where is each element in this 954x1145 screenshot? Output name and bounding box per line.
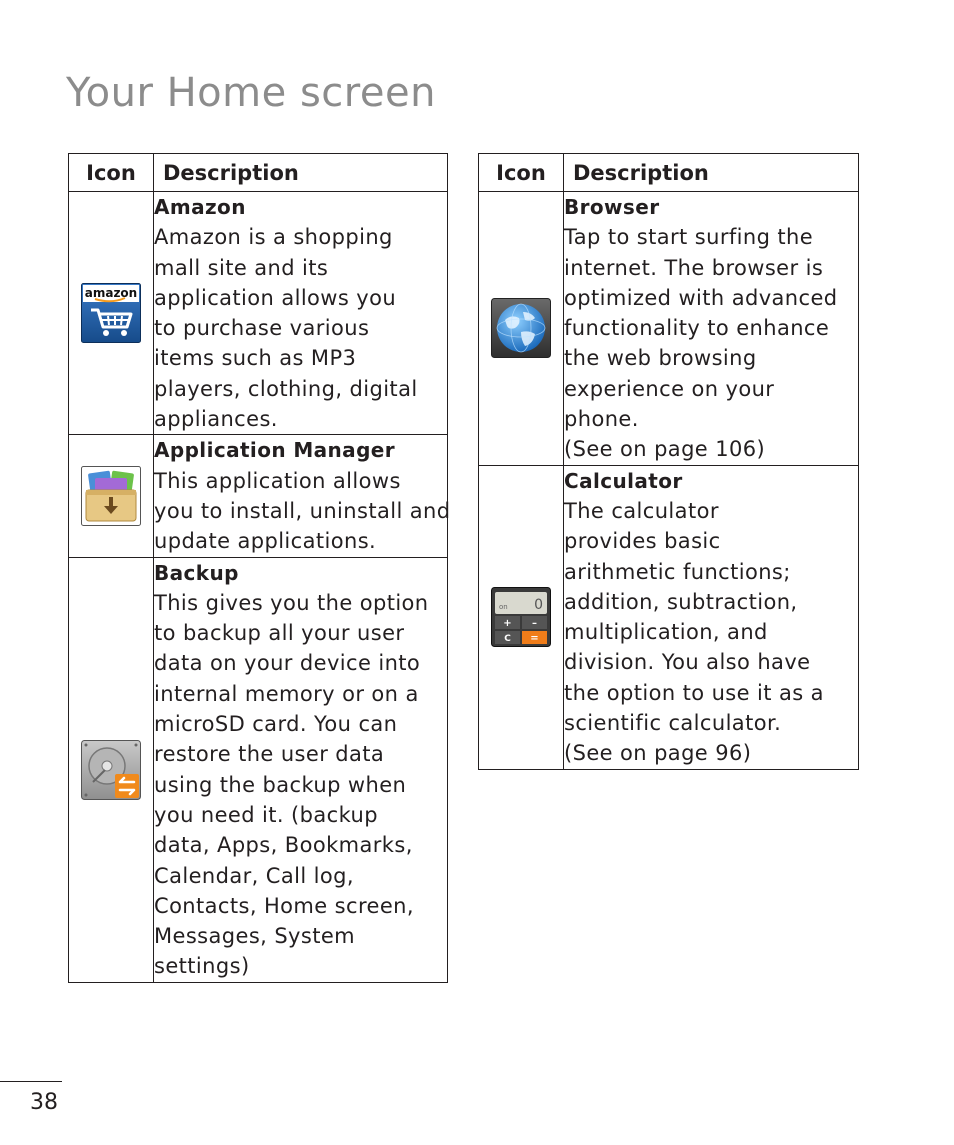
backup-drive-icon — [81, 740, 141, 800]
page-reference: (See on page 106) — [564, 437, 766, 462]
item-description: The calculator provides basic arithmetic functions; addition, subtraction, multiplication, and division. You also have the option to use it as a scientific calculator. — [564, 498, 824, 736]
svg-text:0: 0 — [534, 597, 543, 614]
svg-text:on: on — [499, 603, 508, 612]
table-row-amazon — [69, 192, 448, 435]
item-name: Calculator — [564, 468, 683, 493]
table-header-row — [69, 154, 448, 192]
svg-text:=: = — [530, 633, 539, 645]
application-manager-icon — [81, 466, 141, 526]
page-title: Your Home screen — [66, 70, 436, 116]
item-name: Browser — [564, 195, 660, 219]
icon-table-left — [68, 153, 451, 983]
svg-text:C: C — [504, 634, 511, 645]
svg-text:amazon: amazon — [84, 286, 138, 301]
column-header-icon: Icon — [479, 154, 564, 192]
icon-table-right — [478, 153, 859, 770]
column-header-description: Description — [154, 154, 448, 192]
table-row-application-manager — [69, 435, 448, 557]
table-header-row — [479, 154, 859, 192]
item-name: Amazon — [154, 195, 246, 219]
table-row-browser — [479, 192, 859, 466]
column-header-icon: Icon — [69, 154, 154, 192]
calculator-icon — [491, 587, 551, 647]
item-description: This application allows you to install, uninstall and update applications. — [154, 468, 451, 554]
page-reference: (See on page 96) — [564, 741, 752, 766]
svg-text:+: + — [503, 618, 512, 630]
item-description: Amazon is a shopping mall site and its application allows you to purchase various items such as MP3 players, clothing, digital appliances. — [154, 225, 418, 432]
amazon-cart-icon — [81, 283, 141, 343]
column-header-description: Description — [564, 154, 859, 192]
item-name: Application Manager — [154, 438, 396, 463]
page-number: 38 — [30, 1090, 58, 1115]
table-row-calculator — [479, 465, 859, 769]
item-name: Backup — [154, 560, 239, 585]
table-row-backup — [69, 557, 448, 982]
item-description: This gives you the option to backup all your user data on your device into internal memory or on a microSD card. You can restore the user data using the backup when you need it. (backup data, Apps, Bookmarks, Calendar, Call log, Contacts, Home screen, Messages, System settings) — [154, 590, 429, 979]
item-description: Tap to start surfing the internet. The browser is optimized with advanced functionality to enhance the web browsing experience on your phone. — [564, 225, 838, 432]
svg-text:–: – — [532, 618, 537, 630]
footer-rule — [0, 1081, 62, 1082]
globe-icon — [491, 298, 551, 358]
